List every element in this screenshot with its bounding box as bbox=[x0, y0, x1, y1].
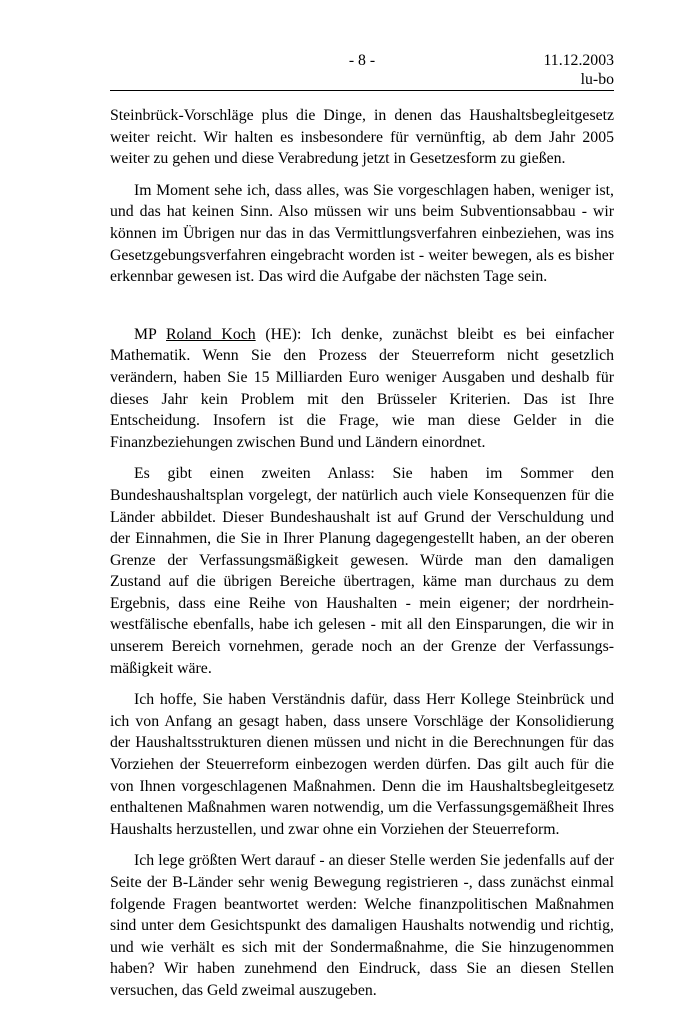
page-header bbox=[110, 48, 614, 90]
speaker-title: MP bbox=[134, 325, 167, 343]
paragraph: Im Moment sehe ich, dass alles, was Sie vorgeschlagen haben, weniger ist, und das hat keinen Sinn. Also müssen wir uns beim Subventionsabbau - wir können im Übrigen nur das in das Vermittlungsverfahren einbeziehen, was ins Gesetzgebungsverfahren eingebracht worden ist - weiter bewegen, als es bisher erkennbar gewesen ist. Das wird die Aufgabe der nächsten Tage sein. bbox=[110, 181, 614, 286]
paragraph-continuation: Steinbrück-Vorschläge plus die Dinge, in denen das Haushaltsbegleitgesetz weiter reicht. Wir halten es insbesondere für vernünftig, ab dem Jahr 2005 weiter zu gehen und diese Verabredung jetzt in Gesetzesform zu gießen. bbox=[110, 107, 614, 168]
speaker-paragraph bbox=[110, 324, 614, 454]
header-initials: lu-bo bbox=[580, 71, 614, 88]
paragraph: Es gibt einen zweiten Anlass: Sie haben im Sommer den Bundeshaushaltsplan vorgelegt, der natürlich auch viele Konsequenzen für die Länder abbildet. Dieser Bundeshaushalt ist auf Grund der Verschuldung und der Einnahmen, die Sie in Ihrer Planung dagegengestellt haben, an der oberen Grenze der Verfassungsmäßigkeit gewesen. Würde man den damaligen Zustand auf die übrigen Bereiche übertragen, käme man durchaus zu dem Ergebnis, dass eine Reihe von Haushalten - mein eigener; der nordrhein-westfälische ebenfalls, habe ich gelesen - mit all den Einsparungen, die wir in unserem Bereich vornehmen, gerade noch an der Grenze der Verfassungsmäßigkeit wäre. bbox=[110, 465, 614, 677]
header-date: 11.12.2003 bbox=[543, 52, 614, 69]
speaker-name: Roland Koch bbox=[166, 325, 256, 343]
paragraph: Ich lege größten Wert darauf - an dieser Stelle werden Sie jedenfalls auf der Seite der B-Länder sehr wenig Bewegung registrieren -, dass zunächst einmal folgende Fragen beantwortet werden: Welche finanzpolitischen Maßnahmen sind unter dem Gesichtspunkt des damaligen Haushalts notwendig und richtig, und wie verhält es sich mit der Sondermaßnahme, die Sie hinzugenommen haben? Wir haben zunehmend den Eindruck, dass Sie an diesen Stellen versuchen, das Geld zweimal auszugeben. bbox=[110, 852, 614, 999]
page-number: - 8 - bbox=[348, 52, 376, 69]
speaker-statement: (HE): Ich denke, zunächst bleibt es bei einfacher Mathematik. Wenn Sie den Prozess der Steuerreform nicht gesetzlich verändern, haben Sie 15 Milliarden Euro weniger Ausgaben und deshalb für dieses Jahr kein Problem mit den Brüsseler Kriterien. Das ist Ihre Entscheidung. Insofern ist die Frage, wie man diese Gelder in die Finanzbeziehungen zwischen Bund und Ländern einordnet. bbox=[110, 325, 614, 451]
paragraph: Ich hoffe, Sie haben Verständnis dafür, dass Herr Kollege Steinbrück und ich von Anfang an gesagt haben, dass unsere Vorschläge der Konsolidierung der Haushaltsstrukturen dienen müssen und nicht in die Berechnungen für das Vorziehen der Steuerreform einbezogen werden dürfen. Das gilt auch für die von Ihnen vorgeschlagenen Maßnahmen. Denn die im Haushaltsbegleitgesetz enthaltenen Maßnahmen waren notwendig, um die Verfassungsgemäßheit Ihres Haushalts herzustellen, und zwar ohne ein Vorziehen der Steuerreform. bbox=[110, 691, 614, 838]
document-body bbox=[110, 105, 614, 1012]
header-rule bbox=[110, 90, 614, 91]
